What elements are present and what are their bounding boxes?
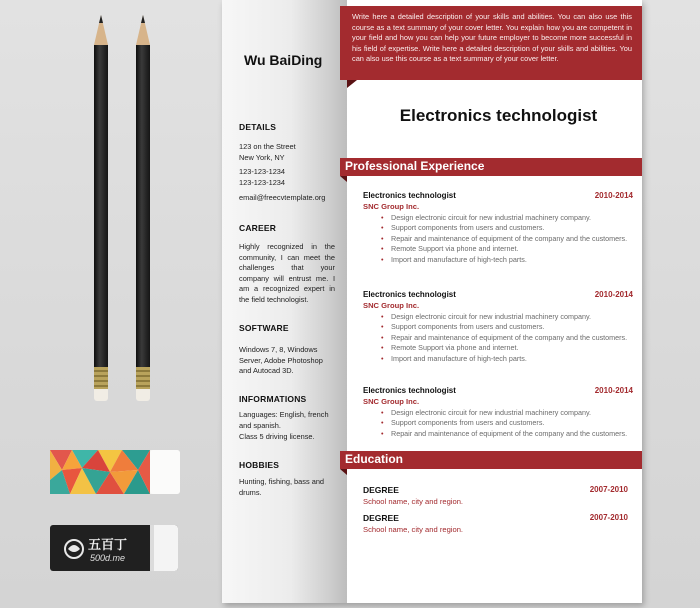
eraser-logo-text: 五百丁 [88,538,128,553]
resume-page [222,0,642,603]
experience-bullet: • Repair and maintenance of equipment of the company and the customers. [391,429,633,439]
details-phone2: 123-123-1234 [239,178,286,187]
education-entry [363,485,628,506]
education-years: 2007-2010 [589,485,628,494]
details-heading: DETAILS [239,122,277,132]
software-text: Windows 7, 8, Windows Server, Adobe Photoshop and Autocad 3D. [239,345,323,376]
education-band-fold [340,469,347,475]
experience-bullet: • Support components from users and customers. [391,418,633,428]
hobbies-heading: HOBBIES [239,460,280,470]
career-heading: CAREER [239,223,277,233]
experience-bullet: • Repair and maintenance of equipment of the company and the customers. [391,234,633,244]
education-entry [363,513,628,534]
black-eraser [50,525,178,571]
software-heading: SOFTWARE [239,323,289,333]
experience-bullet: • Design electronic circuit for new industrial machinery company. [391,408,633,418]
experience-title: Electronics technologist [363,191,456,200]
experience-entry [363,386,633,439]
experience-bullet: • Remote Support via phone and internet. [391,244,633,254]
resume-name: Wu BaiDing [244,52,323,68]
summary-fold [347,80,357,88]
experience-company: SNC Group Inc. [363,397,420,406]
details-address2: New York, NY [239,153,285,162]
informations-languages: Languages: English, french and spanish. [239,410,329,430]
experience-bullet: • Design electronic circuit for new industrial machinery company. [391,312,633,322]
experience-band [340,158,642,176]
experience-entry [363,290,633,364]
experience-years: 2010-2014 [594,386,633,395]
summary-box [340,6,642,80]
education-school: School name, city and region. [363,497,464,506]
colorful-eraser [50,450,180,494]
experience-years: 2010-2014 [594,191,633,200]
education-degree: DEGREE [363,513,399,523]
hobbies-text: Hunting, fishing, bass and drums. [239,477,325,497]
experience-years: 2010-2014 [594,290,633,299]
summary-text: Write here a detailed description of your skills and abilities. You can also use this course as a text summary of your cover letter. You explain how you are competent in your field and how you can help your future employer to become more successful in his field of expertise. Write here a detailed description of your skills and abilities. You can also use this course as a text summary of your cover letter. [352,12,632,63]
informations-heading: INFORMATIONS [239,394,307,404]
experience-bullet: • Import and manufacture of high-tech parts. [391,255,633,265]
experience-bullet: • Import and manufacture of high-tech parts. [391,354,633,364]
job-title: Electronics technologist [399,106,598,125]
experience-company: SNC Group Inc. [363,301,420,310]
experience-company: SNC Group Inc. [363,202,420,211]
experience-entry [363,191,633,265]
informations-license: Class 5 driving license. [239,432,315,441]
details-phone1: 123-123-1234 [239,167,286,176]
details-email: email@freecvtemplate.org [239,193,326,202]
experience-band-fold [340,176,347,182]
details-address1: 123 on the Street [239,142,296,151]
experience-bullet: • Support components from users and customers. [391,223,633,233]
experience-heading: Professional Experience [345,159,485,173]
experience-bullet: • Design electronic circuit for new industrial machinery company. [391,213,633,223]
education-degree: DEGREE [363,485,399,495]
career-text: Highly recognized in the community, I can meet the challenges that your company will entrust me. I am a recognized expert in the field technologist. [239,242,335,304]
education-school: School name, city and region. [363,525,464,534]
education-years: 2007-2010 [589,513,628,522]
experience-title: Electronics technologist [363,290,456,299]
eraser-logo-sub: 500d.me [90,553,126,563]
education-heading: Education [345,452,404,466]
education-band [340,451,642,469]
experience-bullet: • Remote Support via phone and internet. [391,343,633,353]
experience-bullet: • Support components from users and customers. [391,322,633,332]
experience-title: Electronics technologist [363,386,456,395]
experience-bullet: • Repair and maintenance of equipment of the company and the customers. [391,333,633,343]
